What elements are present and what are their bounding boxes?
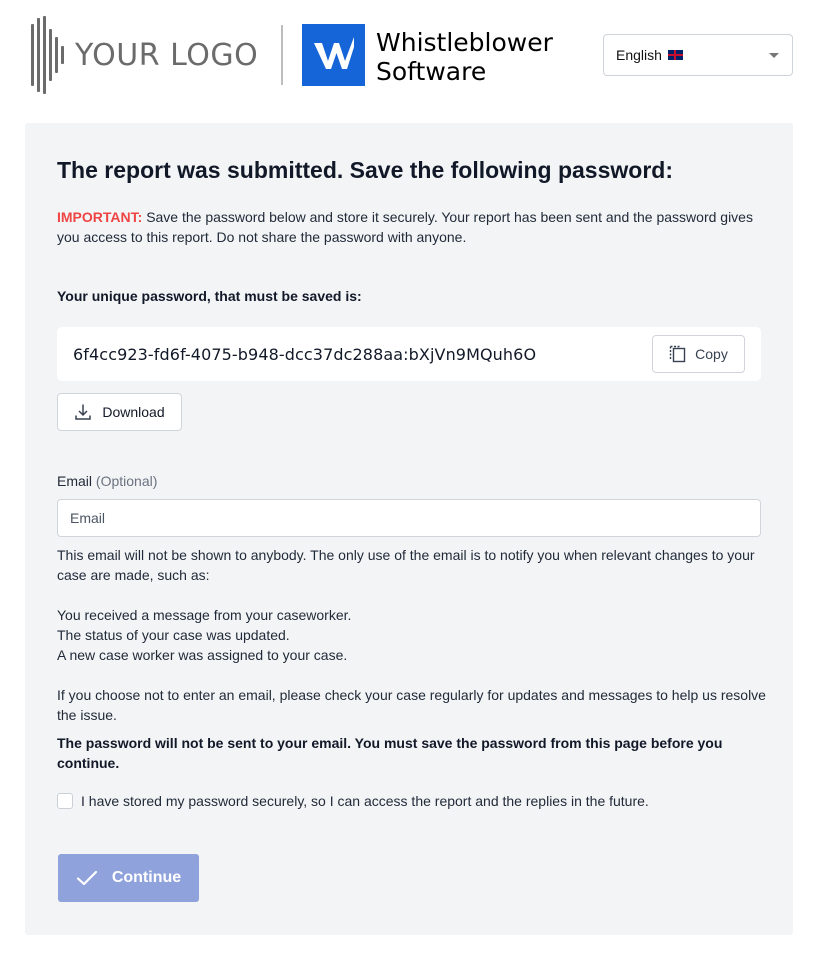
important-label: IMPORTANT: <box>57 209 143 225</box>
brand-name <box>376 28 553 86</box>
password-warning: The password will not be sent to your email. You must save the password from this page before you continue. <box>57 735 723 771</box>
email-optional-label: (Optional) <box>95 473 158 489</box>
notification-item: A new case worker was assigned to your case. <box>57 647 348 663</box>
page-title: The report was submitted. Save the following password: <box>57 157 673 183</box>
company-logo-text: YOUR LOGO <box>75 37 259 73</box>
copy-button[interactable] <box>652 335 745 373</box>
password-value[interactable]: 6f4cc923-fd6f-4075-b948-dcc37dc288aa:bXjVn9MQuh6O <box>73 345 537 364</box>
brand-name-line1: Whistleblower <box>376 28 553 57</box>
copy-icon <box>669 345 687 363</box>
important-notice <box>57 207 769 247</box>
password-box <box>57 327 761 381</box>
uk-flag-icon <box>668 50 683 60</box>
notification-item: You received a message from your caseworker. <box>57 607 352 623</box>
notification-item: The status of your case was updated. <box>57 627 290 643</box>
email-input[interactable] <box>57 499 761 537</box>
continue-label: Continue <box>111 869 182 886</box>
download-button[interactable] <box>57 393 182 431</box>
sound-wave-icon <box>31 16 64 94</box>
stored-password-confirmation[interactable] <box>57 793 649 809</box>
important-text: Save the password below and store it securely. Your report has been sent and the password gives you access to this report. Do not share the password with anyone. <box>57 209 753 245</box>
chevron-down-icon <box>769 53 779 58</box>
continue-button[interactable] <box>58 854 199 902</box>
no-email-note: If you choose not to enter an email, please check your case regularly for updates and messages to help us resolve the issue. <box>57 687 766 723</box>
brand-name-line2: Software <box>376 57 487 86</box>
page-header <box>0 0 823 110</box>
download-icon <box>74 403 92 421</box>
email-note: This email will not be shown to anybody. The only use of the email is to notify you when relevant changes to your case are made, such as: <box>57 547 755 583</box>
stored-password-checkbox-label[interactable]: I have stored my password securely, so I can access the report and the replies in the future. <box>81 793 649 809</box>
language-selected: English <box>616 47 662 63</box>
stored-password-checkbox[interactable] <box>57 793 73 809</box>
header-divider <box>281 25 283 85</box>
download-label: Download <box>102 404 165 420</box>
copy-label: Copy <box>695 346 728 362</box>
password-label: Your unique password, that must be saved is: <box>57 288 362 304</box>
whistleblower-logo-icon <box>302 24 365 86</box>
company-logo <box>31 15 258 95</box>
email-label-text: Email <box>57 473 93 489</box>
report-card <box>25 123 793 935</box>
language-select[interactable] <box>603 34 793 76</box>
email-label <box>57 473 157 489</box>
notification-list <box>57 605 351 665</box>
checkmark-icon <box>76 869 98 887</box>
